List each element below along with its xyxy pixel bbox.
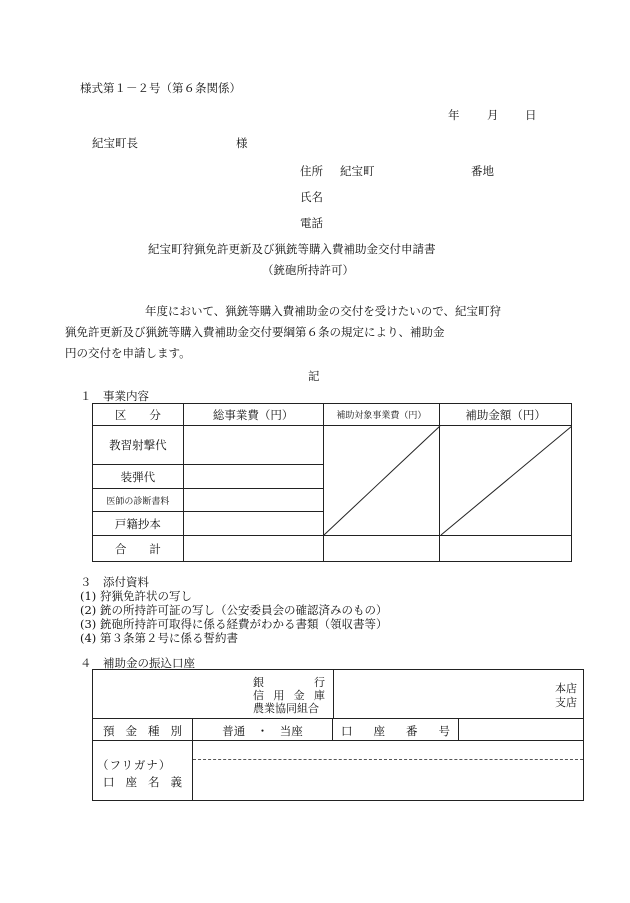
holder-name-field[interactable] xyxy=(193,760,583,800)
section4-heading: ４ 補助金の振込口座 xyxy=(80,656,195,670)
diagonal-subsidy xyxy=(441,426,572,535)
holder-label: （フリガナ） 口 座 名 義 xyxy=(93,741,193,800)
furigana-label: （フリガナ） xyxy=(97,758,172,772)
diagonal-strikes xyxy=(92,403,572,561)
branch-type-branch: 支店 xyxy=(555,696,577,709)
attachment-1: (1) 狩猟免許状の写し xyxy=(80,589,192,603)
expense-table-wrap xyxy=(92,403,572,561)
account-number-field[interactable] xyxy=(459,719,583,741)
attachment-4: (4) 第３条第２号に係る誓約書 xyxy=(80,631,238,645)
bank-type-bank: 銀 行 xyxy=(253,676,325,689)
furigana-field[interactable] xyxy=(193,741,583,760)
addressee-name: 紀宝町長 xyxy=(92,136,138,150)
header-total-cost: 総事業費（円） xyxy=(183,404,323,426)
row-label-shooting: 教習射撃代 xyxy=(93,426,184,465)
address-label: 住所 xyxy=(300,164,323,178)
branch-type-main: 本店 xyxy=(555,682,577,695)
address-town: 紀宝町 xyxy=(340,164,375,178)
bank-name-cell[interactable] xyxy=(93,670,334,719)
page-subtitle: （銃砲所持許可） xyxy=(262,263,354,277)
header-eligible-cost: 補助対象事業費（円） xyxy=(323,404,440,426)
row-label-medical: 医師の診断書料 xyxy=(93,489,184,512)
deposit-type-options[interactable]: 普通 ・ 当座 xyxy=(193,719,333,741)
page-title: 紀宝町狩猟免許更新及び猟銃等購入費補助金交付申請書 xyxy=(148,242,436,256)
section1-heading: １ 事業内容 xyxy=(80,389,149,403)
date-month: 月 xyxy=(487,108,499,122)
bank-account-box xyxy=(92,669,584,801)
row-label-ammo: 装弾代 xyxy=(93,465,184,489)
name-label: 氏名 xyxy=(300,190,323,204)
bank-type-shinkin: 信 用 金 庫 xyxy=(253,689,325,702)
attachment-3: (3) 銃砲所持許可取得に係る経費がわかる書類（領収書等） xyxy=(80,617,388,631)
section3-heading: ３ 添付資料 xyxy=(80,575,149,589)
attachment-2: (2) 銃の所持許可証の写し（公安委員会の確認済みのもの） xyxy=(80,603,388,617)
row-label-total: 合 計 xyxy=(93,536,184,562)
bank-type-ja: 農業協同組合 xyxy=(253,702,319,715)
address-suffix: 番地 xyxy=(471,164,494,178)
header-subsidy: 補助金額（円） xyxy=(440,404,572,426)
body-line-1: 年度において、猟銃等購入費補助金の交付を受けたいので、紀宝町狩 xyxy=(145,304,502,318)
header-category: 区 分 xyxy=(93,404,184,426)
date-year: 年 xyxy=(448,108,460,122)
account-number-label: 口 座 番 号 xyxy=(333,719,459,741)
phone-label: 電話 xyxy=(300,216,323,230)
date-day: 日 xyxy=(525,108,537,122)
deposit-type-label: 預 金 種 別 xyxy=(93,719,193,741)
diagonal-eligible xyxy=(324,426,440,535)
body-line-3: 円の交付を申請します。 xyxy=(65,346,191,360)
branch-name-cell[interactable] xyxy=(334,670,583,719)
row-label-registry: 戸籍抄本 xyxy=(93,512,184,536)
body-line-2: 猟免許更新及び猟銃等購入費補助金交付要綱第６条の規定により、補助金 xyxy=(65,325,445,339)
addressee-honorific: 様 xyxy=(236,136,248,150)
form-id: 様式第１－２号（第６条関係） xyxy=(80,81,241,95)
ki-label: 記 xyxy=(308,369,320,383)
